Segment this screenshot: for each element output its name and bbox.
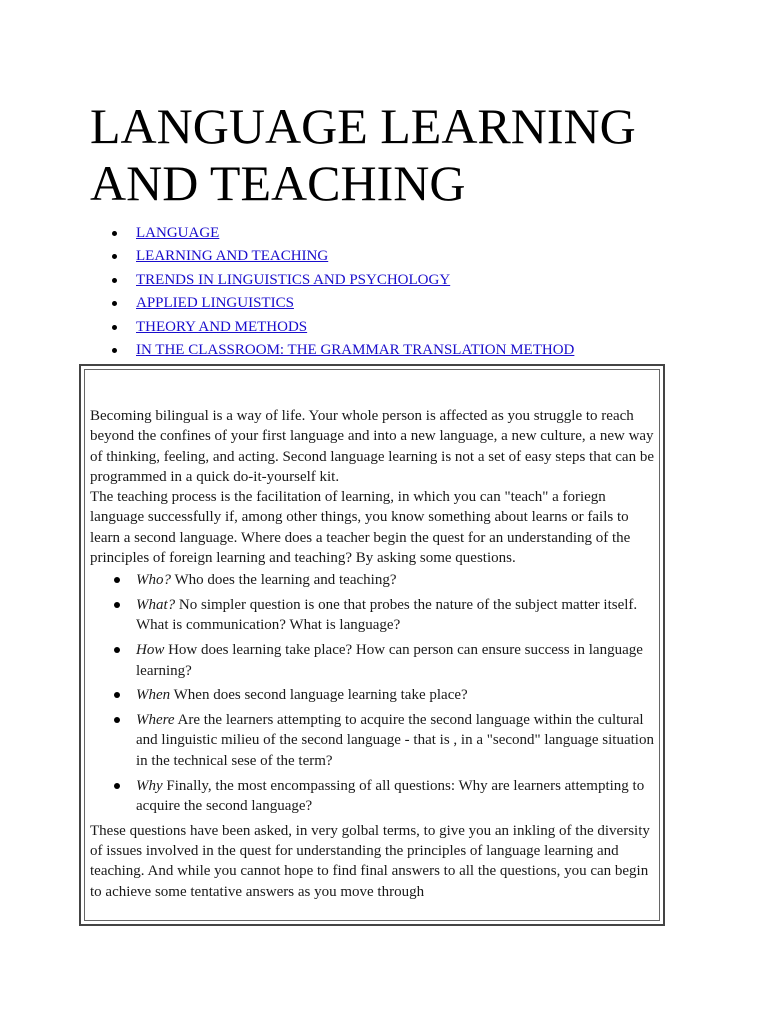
bullet-icon (112, 348, 117, 353)
list-item (90, 685, 657, 705)
bullet-icon (112, 325, 117, 330)
bullet-icon (114, 692, 120, 698)
question-text: Are the learners attempting to acquire the second language within the cultural and linguistic milieu of the second language - that is , in a "second" language situation in the technical sese of the term? (136, 712, 654, 769)
questions-list (90, 570, 657, 816)
toc-item-learning-and-teaching (112, 246, 574, 269)
question-label: When (136, 687, 171, 704)
list-item (90, 710, 657, 771)
bullet-icon (114, 602, 120, 608)
content-inner (84, 369, 660, 921)
question-text: Finally, the most encompassing of all questions: Why are learners attempting to acquire the second language? (136, 777, 645, 814)
toc-link-theory-and-methods[interactable]: THEORY AND METHODS (136, 318, 308, 335)
bullet-icon (112, 301, 117, 306)
question-label: What? (136, 597, 176, 614)
question-label: Where (136, 712, 175, 729)
list-item (90, 776, 657, 817)
bullet-icon (112, 254, 117, 259)
toc-link-applied-linguistics[interactable]: APPLIED LINGUISTICS (136, 295, 294, 312)
question-label: How (136, 642, 165, 659)
bullet-icon (114, 577, 120, 583)
toc-item-language (112, 223, 574, 246)
bullet-icon (114, 647, 120, 653)
teaching-paragraph: The teaching process is the facilitation of learning, in which you can "teach" a foriegn language successfully if, among other things, you know something about learns or fails to learn a second language. Where does a teacher begin the quest for an understanding of the principles of foreign learning and teaching? By asking some questions. (90, 489, 631, 567)
list-item (90, 640, 657, 681)
list-item (90, 595, 657, 636)
bullet-icon (114, 717, 120, 723)
toc-item-theory-and-methods (112, 317, 574, 340)
question-text: When does second language learning take place? (170, 687, 468, 704)
list-item (90, 570, 657, 590)
question-label: Why (136, 777, 163, 794)
bullet-icon (112, 278, 117, 283)
question-text: Who does the learning and teaching? (171, 572, 397, 589)
question-label: Who? (136, 572, 171, 589)
bullet-icon (114, 783, 120, 789)
question-text: No simpler question is one that probes the nature of the subject matter itself. What is communication? What is language? (136, 597, 638, 634)
content-box (79, 364, 665, 926)
toc-item-classroom (112, 340, 574, 363)
question-text: How does learning take place? How can person can ensure success in language learning? (136, 642, 643, 679)
bullet-icon (112, 231, 117, 236)
toc-item-applied-linguistics (112, 293, 574, 316)
toc-link-trends[interactable]: TRENDS IN LINGUISTICS AND PSYCHOLOGY (136, 271, 451, 288)
toc-link-classroom[interactable]: IN THE CLASSROOM: THE GRAMMAR TRANSLATION METHOD (136, 341, 575, 358)
toc-item-trends (112, 270, 574, 293)
closing-paragraph: These questions have been asked, in very golbal terms, to give you an inkling of the diversity of issues involved in the quest for understanding the principles of language learning and teaching. And while you cannot hope to find final answers to all the questions, you can begin to achieve some tentative answers as you move through (90, 822, 650, 900)
toc-link-language[interactable]: LANGUAGE (136, 225, 220, 241)
table-of-contents (112, 223, 574, 363)
toc-link-learning-and-teaching[interactable]: LEARNING AND TEACHING (136, 248, 329, 265)
intro-paragraph: Becoming bilingual is a way of life. Your whole person is affected as you struggle to reach beyond the confines of your first language and into a new language, a new culture, a new way of thinking, feeling, and acting. Second language learning is not a set of easy steps that can be programmed in a quick do-it-yourself kit. (90, 408, 655, 485)
page-title: LANGUAGE LEARNING AND TEACHING (90, 98, 636, 211)
